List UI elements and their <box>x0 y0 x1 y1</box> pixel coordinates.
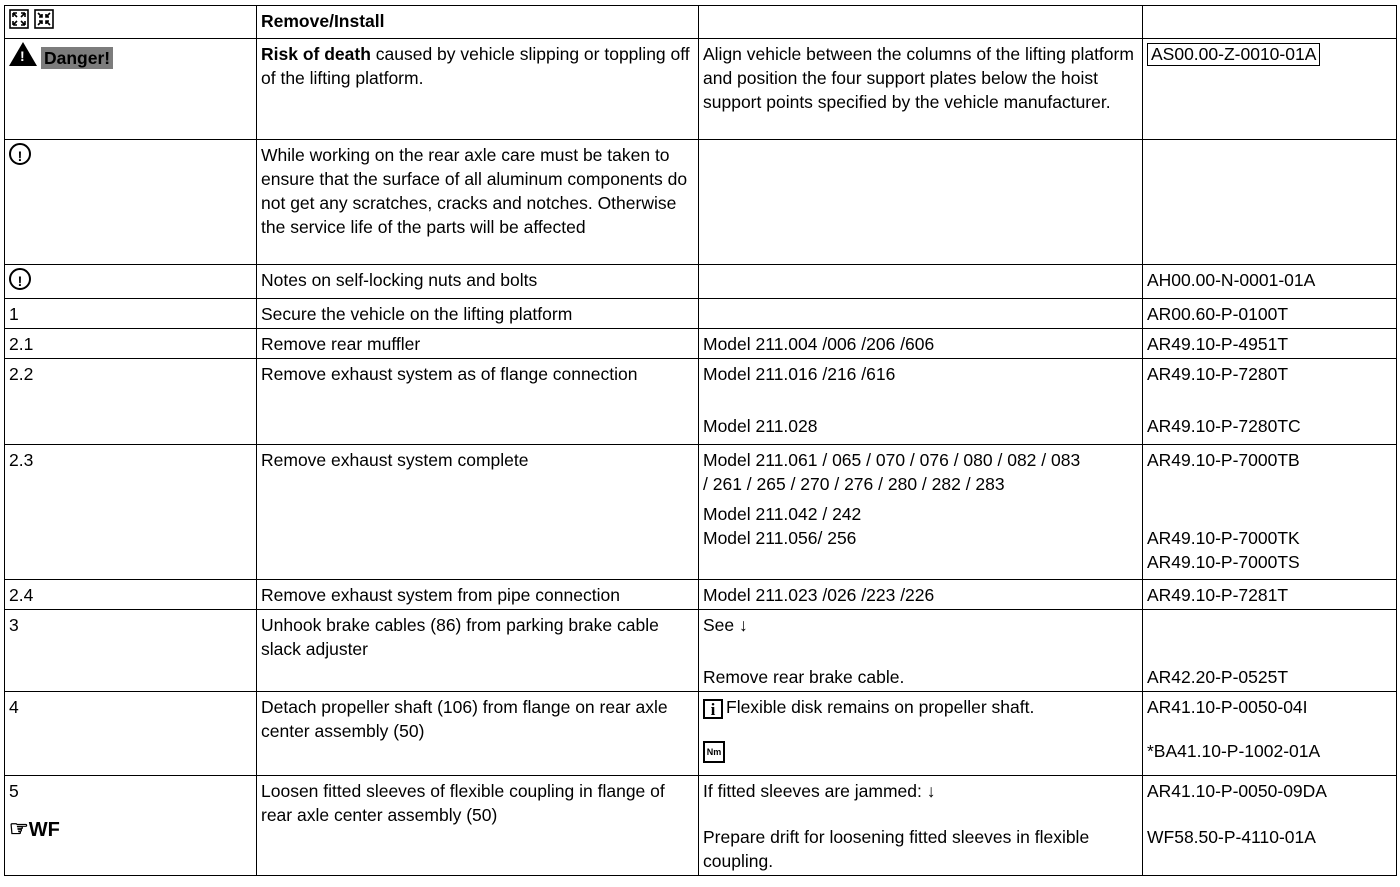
expand-icon[interactable] <box>9 13 29 33</box>
step-refs-cell <box>1143 776 1397 876</box>
step-number: 2.1 <box>5 329 257 359</box>
header-icons-cell <box>5 6 257 39</box>
step-ref-link[interactable]: AR49.10-P-4951T <box>1143 329 1397 359</box>
step-row <box>5 329 1397 359</box>
danger-cell <box>5 39 257 140</box>
step-ref-link[interactable]: AR49.10-P-7280TC <box>1147 416 1301 436</box>
note-icon-cell <box>5 265 257 299</box>
danger-text: caused by vehicle slipping or toppling off of the lifting platform. <box>261 44 690 88</box>
danger-ref-link[interactable]: AS00.00-Z-0010-01A <box>1147 43 1320 66</box>
step-action: Detach propeller shaft (106) from flange on rear axle center assembly (50) <box>257 692 699 776</box>
note-icon-cell <box>5 140 257 265</box>
step-detail-link[interactable]: If fitted sleeves are jammed: ↓ <box>703 781 936 801</box>
header-row <box>5 6 1397 39</box>
danger-text-cell <box>257 39 699 140</box>
step-action: Secure the vehicle on the lifting platform <box>257 299 699 329</box>
step-detail: Prepare drift for loosening fitted sleeves in flexible coupling. <box>703 827 1090 871</box>
step-number: 2.3 <box>5 445 257 580</box>
step-number: 1 <box>5 299 257 329</box>
step-refs-cell <box>1143 692 1397 776</box>
step-details-cell <box>699 776 1143 876</box>
step-ref-link[interactable]: AR41.10-P-0050-09DA <box>1147 781 1327 801</box>
step-action: Unhook brake cables (86) from parking brake cable slack adjuster <box>257 610 699 692</box>
step-detail <box>703 695 1137 719</box>
note-ref <box>1143 140 1397 265</box>
step-detail <box>699 299 1143 329</box>
note-text: While working on the rear axle care must be taken to ensure that the surface of all aluminum components do not get any scratches, cracks and notches. Otherwise the service life of the parts will be affected <box>257 140 699 265</box>
step-detail: Model 211.023 /026 /223 /226 <box>699 580 1143 610</box>
header-title: Remove/Install <box>257 6 699 39</box>
info-icon: i <box>703 699 723 719</box>
step-ref-link[interactable]: AR49.10-P-7000TK <box>1147 528 1300 548</box>
step-details-cell <box>699 692 1143 776</box>
note-row <box>5 265 1397 299</box>
step-number: 3 <box>5 610 257 692</box>
step-detail: Model 211.042 / 242 <box>703 504 862 524</box>
step-ref-link[interactable]: AR49.10-P-7281T <box>1143 580 1397 610</box>
step-ref-link[interactable]: AR00.60-P-0100T <box>1143 299 1397 329</box>
step-refs-cell <box>1143 445 1397 580</box>
step-ref-link[interactable]: WF58.50-P-4110-01A <box>1147 827 1316 847</box>
step-number: 2.4 <box>5 580 257 610</box>
pointing-hand-icon: ☞ <box>9 816 29 841</box>
danger-ref-cell <box>1143 39 1397 140</box>
step-detail: Model 211.016 /216 /616 <box>703 364 896 384</box>
step-detail: Model 211.004 /006 /206 /606 <box>699 329 1143 359</box>
header-empty-3 <box>699 6 1143 39</box>
step-number: 5 <box>9 781 19 801</box>
step-action: Loosen fitted sleeves of flexible coupling in flange of rear axle center assembly (50) <box>257 776 699 876</box>
step-row <box>5 776 1397 876</box>
danger-label: Danger! <box>41 47 113 69</box>
step-row <box>5 580 1397 610</box>
step-detail: Remove rear brake cable. <box>703 667 905 687</box>
step-detail-text: Flexible disk remains on propeller shaft. <box>726 697 1035 717</box>
step-number-cell <box>5 776 257 876</box>
danger-bold: Risk of death <box>261 44 371 64</box>
step-number: 4 <box>5 692 257 776</box>
step-row <box>5 299 1397 329</box>
tool-label: WF <box>28 819 60 841</box>
step-number: 2.2 <box>5 359 257 445</box>
step-ref-link[interactable]: AR49.10-P-7000TS <box>1147 552 1300 572</box>
danger-row <box>5 39 1397 140</box>
note-icon: ! <box>9 268 31 290</box>
step-ref-link[interactable]: AR49.10-P-7000TB <box>1147 450 1300 470</box>
step-ref-link[interactable]: AR41.10-P-0050-04I <box>1147 697 1308 717</box>
step-action: Remove rear muffler <box>257 329 699 359</box>
tool-reference[interactable] <box>9 817 251 842</box>
step-details-cell <box>699 445 1143 580</box>
step-action: Remove exhaust system as of flange connection <box>257 359 699 445</box>
collapse-icon[interactable] <box>34 13 54 33</box>
note-text: Notes on self-locking nuts and bolts <box>257 265 699 299</box>
step-ref-link[interactable]: AR42.20-P-0525T <box>1147 667 1289 687</box>
step-detail-link[interactable]: See ↓ <box>703 615 748 635</box>
torque-icon[interactable]: Nm <box>703 741 725 763</box>
step-action: Remove exhaust system complete <box>257 445 699 580</box>
note-empty <box>699 140 1143 265</box>
step-refs-cell <box>1143 359 1397 445</box>
step-detail: Model 211.061 / 065 / 070 / 076 / 080 / 082 / 083 / 261 / 265 / 270 / 276 / 280 / 282 / 283 <box>703 450 1081 494</box>
step-details-cell <box>699 610 1143 692</box>
step-detail: Model 211.056/ 256 <box>703 528 857 548</box>
note-empty <box>699 265 1143 299</box>
step-row <box>5 692 1397 776</box>
warning-triangle-icon <box>9 42 37 66</box>
procedure-table <box>4 5 1397 876</box>
header-empty-4 <box>1143 6 1397 39</box>
note-row <box>5 140 1397 265</box>
step-refs-cell <box>1143 610 1397 692</box>
step-row <box>5 359 1397 445</box>
step-ref-link[interactable]: *BA41.10-P-1002-01A <box>1147 741 1321 761</box>
step-details-cell <box>699 359 1143 445</box>
step-action: Remove exhaust system from pipe connection <box>257 580 699 610</box>
step-row <box>5 610 1397 692</box>
step-detail: Model 211.028 <box>703 416 818 436</box>
note-ref-link[interactable]: AH00.00-N-0001-01A <box>1143 265 1397 299</box>
note-icon: ! <box>9 143 31 165</box>
danger-instruction: Align vehicle between the columns of the lifting platform and position the four support plates below the hoist support points specified by the vehicle manufacturer. <box>699 39 1143 140</box>
step-ref-link[interactable]: AR49.10-P-7280T <box>1147 364 1289 384</box>
step-row <box>5 445 1397 580</box>
step-detail <box>703 737 1137 763</box>
